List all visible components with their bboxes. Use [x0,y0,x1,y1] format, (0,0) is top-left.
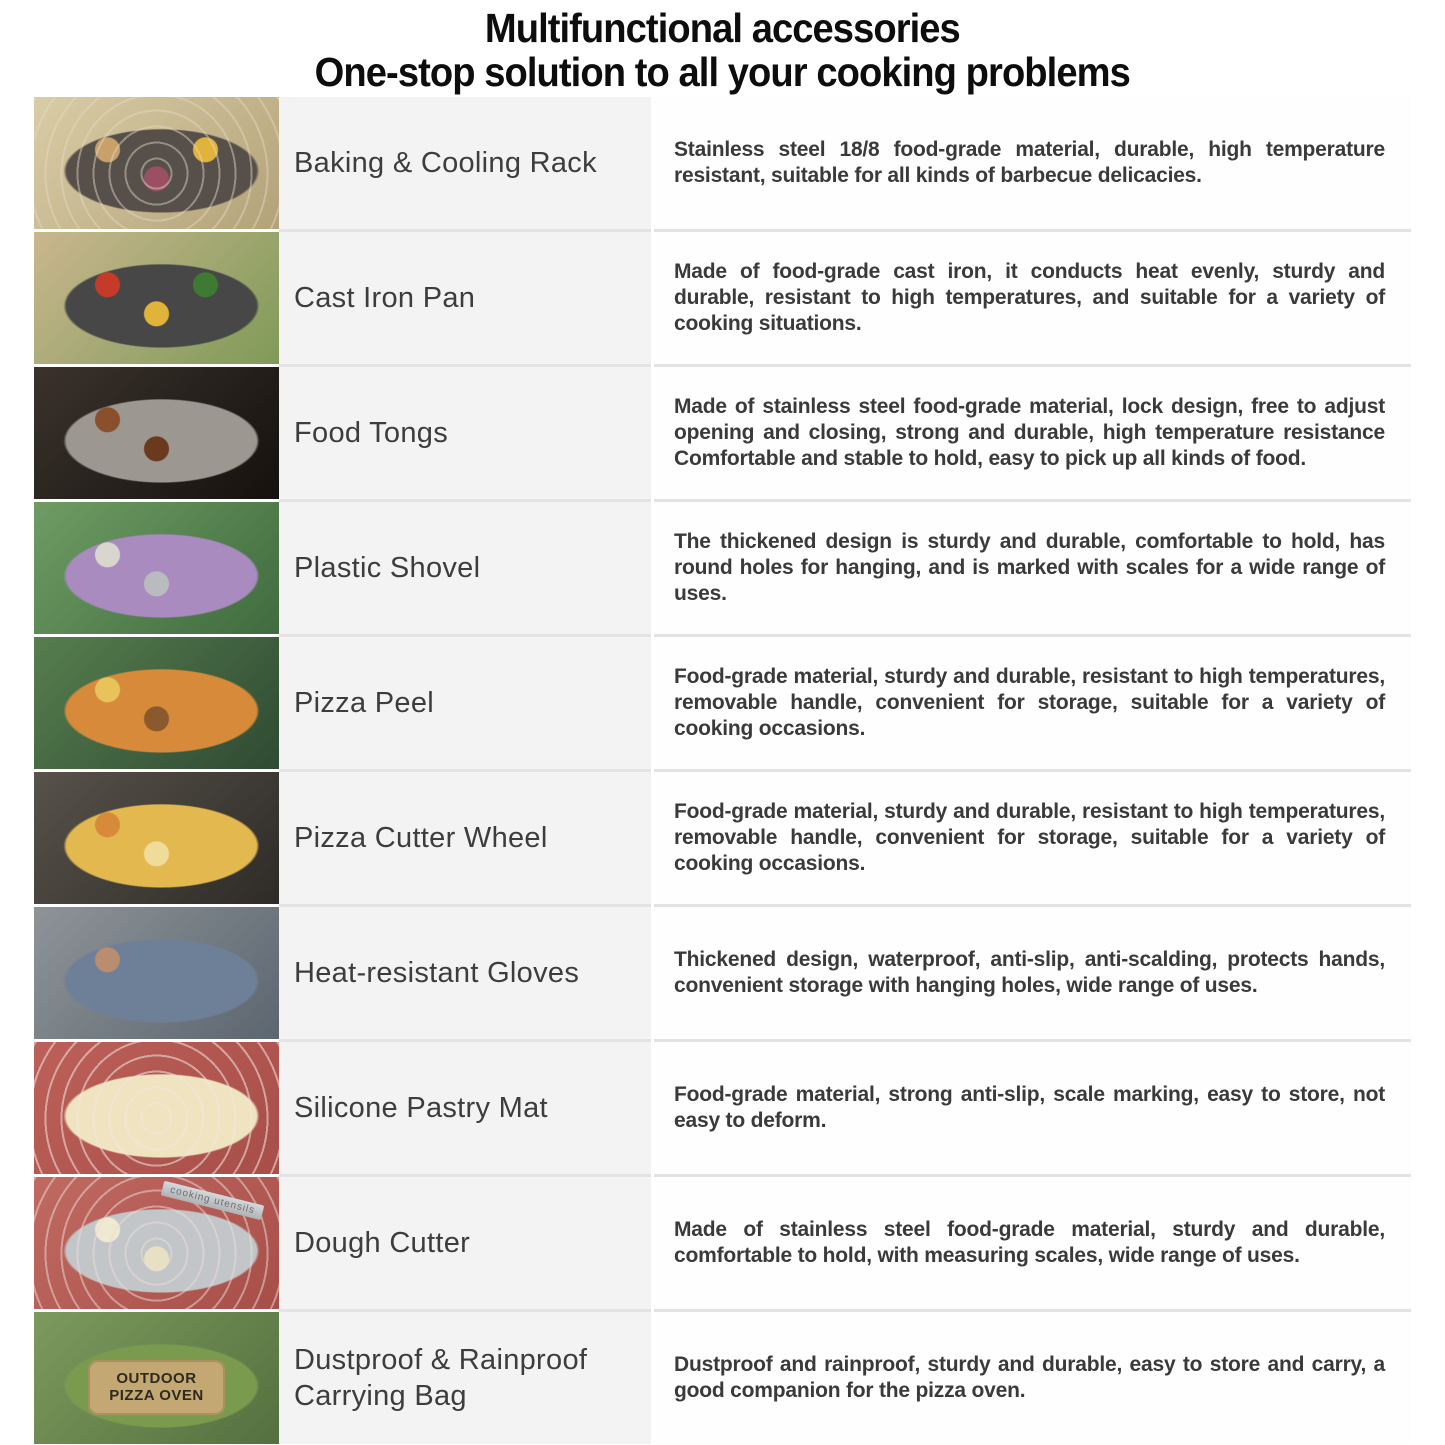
product-description-cell [654,1177,1411,1309]
product-description-cell [654,232,1411,364]
table-row-dough-cutter [34,1177,1411,1309]
product-name: Dustproof & Rainproof Carrying Bag [294,1343,588,1412]
product-name-cell [279,907,651,1039]
page-header [0,0,1445,97]
carrying-bag-photo [34,1312,279,1444]
product-name-cell [279,1177,651,1309]
heat-resistant-gloves-photo [34,907,279,1039]
product-description: Food-grade material, sturdy and durable, resistant to high temperatures, removable handle, convenient for storage, suitable for a variety of cooking occasions. [674,800,1385,875]
product-name-cell [279,1042,651,1174]
product-description: Made of stainless steel food-grade material, sturdy and durable, comfortable to hold, with measuring scales, wide range of uses. [674,1218,1385,1267]
product-description-cell [654,367,1411,499]
food-tongs-photo [34,367,279,499]
bag-label: OUTDOOR PIZZA OVEN [88,1360,225,1415]
product-description: Food-grade material, strong anti-slip, scale marking, easy to store, not easy to deform. [674,1083,1385,1132]
product-description: Dustproof and rainproof, sturdy and durable, easy to store and carry, a good companion for the pizza oven. [674,1353,1385,1402]
pizza-cutter-wheel-photo [34,772,279,904]
table-row-food-tongs [34,367,1411,499]
product-description-cell [654,907,1411,1039]
page-title-line2: One-stop solution to all your cooking problems [314,48,1131,95]
table-row-silicone-pastry-mat [34,1042,1411,1174]
accessories-table [0,97,1445,1444]
product-description: Thickened design, waterproof, anti-slip, anti-scalding, protects hands, convenient storage with hanging holes, wide range of uses. [674,948,1385,997]
table-row-pizza-cutter-wheel [34,772,1411,904]
dough-cutter-engraving-text: cooking utensils [161,1181,265,1221]
pizza-peel-photo [34,637,279,769]
table-row-heat-resistant-gloves [34,907,1411,1039]
table-row-plastic-shovel [34,502,1411,634]
silicone-pastry-mat-photo [34,1042,279,1174]
product-name-cell [279,232,651,364]
product-description: Made of food-grade cast iron, it conducts heat evenly, sturdy and durable, resistant to high temperatures, and suitable for a variety of cooking situations. [674,260,1385,335]
product-description-cell [654,97,1411,229]
product-description-cell [654,637,1411,769]
plastic-shovel-photo [34,502,279,634]
product-description: Food-grade material, sturdy and durable, resistant to high temperatures, removable handle, convenient for storage, suitable for a variety of cooking occasions. [674,665,1385,740]
product-name-cell [279,367,651,499]
product-description-cell [654,1312,1411,1444]
product-description-cell [654,502,1411,634]
product-description: The thickened design is sturdy and durable, comfortable to hold, has round holes for hanging, and is marked with scales for a wide range of uses. [674,530,1385,605]
product-name: Baking & Cooling Rack [294,146,597,179]
table-row-pizza-peel [34,637,1411,769]
baking-cooling-rack-photo [34,97,279,229]
product-description: Made of stainless steel food-grade material, lock design, free to adjust opening and closing, strong and durable, high temperature resistance Comfortable and stable to hold, easy to pick up all kinds of food. [674,395,1385,470]
product-name-cell [279,772,651,904]
product-name: Plastic Shovel [294,551,481,584]
product-name-cell [279,637,651,769]
product-description: Stainless steel 18/8 food-grade material, durable, high temperature resistant, suitable for all kinds of barbecue delicacies. [674,138,1385,187]
product-name-cell [279,97,651,229]
product-name: Silicone Pastry Mat [294,1091,548,1124]
product-name: Cast Iron Pan [294,281,476,314]
page-title-line1: Multifunctional accessories [485,4,960,51]
product-name: Heat-resistant Gloves [294,956,580,989]
cast-iron-pan-photo [34,232,279,364]
product-name: Pizza Peel [294,686,435,719]
product-description-cell [654,1042,1411,1174]
product-name-cell [279,502,651,634]
table-row-baking-cooling-rack [34,97,1411,229]
table-row-carrying-bag [34,1312,1411,1444]
product-name-cell [279,1312,651,1444]
dough-cutter-photo [34,1177,279,1309]
product-name: Food Tongs [294,416,449,449]
product-description-cell [654,772,1411,904]
product-name: Dough Cutter [294,1226,471,1259]
product-name: Pizza Cutter Wheel [294,821,548,854]
table-row-cast-iron-pan [34,232,1411,364]
